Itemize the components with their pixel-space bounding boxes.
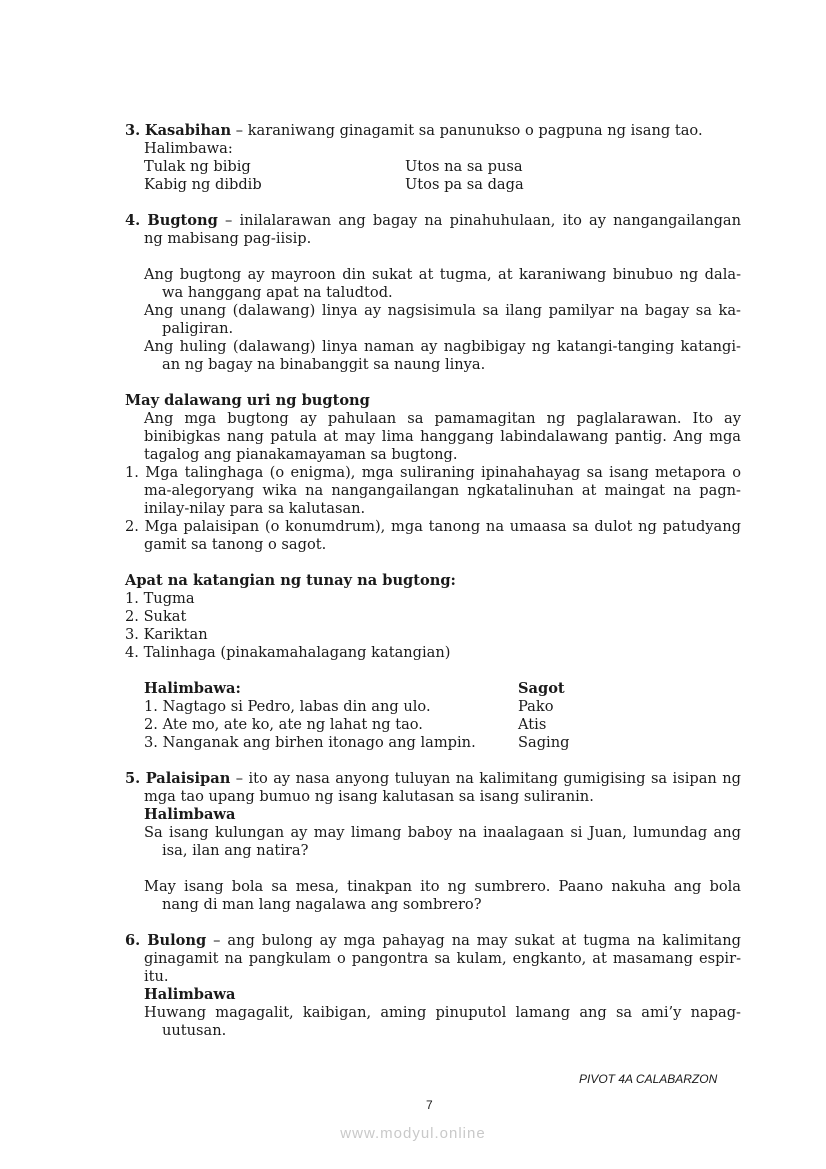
list-item: ma-alegoryang wika na nangangailangan ngkatalinuhan at maingat na pagn- bbox=[144, 482, 741, 499]
paragraph-line: isa, ilan ang natira? bbox=[162, 842, 309, 859]
example-label: Halimbawa: bbox=[144, 140, 233, 157]
section-term: Bugtong bbox=[147, 212, 218, 229]
table-header: Halimbawa: bbox=[144, 680, 241, 697]
paragraph-line: tagalog ang pianakamayaman sa bugtong. bbox=[144, 446, 458, 463]
table-header: Sagot bbox=[518, 680, 565, 697]
section-number: 6. bbox=[125, 932, 141, 949]
section-number: 3. bbox=[125, 122, 141, 139]
example-text: Kabig ng dibdib bbox=[144, 176, 262, 193]
paragraph-line: mga tao upang bumuo ng isang kalutasan sa isang suliranin. bbox=[144, 788, 594, 805]
list-item: 1. Tugma bbox=[125, 590, 195, 607]
example-label: Halimbawa bbox=[144, 986, 236, 1003]
section-3-heading bbox=[125, 122, 703, 140]
paragraph-line: wa hanggang apat na taludtod. bbox=[162, 284, 393, 301]
paragraph-line: May isang bola sa mesa, tinakpan ito ng sumbrero. Paano nakuha ang bola bbox=[144, 878, 741, 895]
paragraph-line: Ang bugtong ay mayroon din sukat at tugma, at karaniwang binubuo ng dala- bbox=[144, 266, 741, 283]
paragraph-line: binibigkas nang patula at may lima hanggang labindalawang pantig. Ang mga bbox=[144, 428, 741, 445]
footer-label: PIVOT 4A CALABARZON bbox=[579, 1072, 718, 1086]
paragraph-line: Sa isang kulungan ay may limang baboy na inaalagaan si Juan, lumundag ang bbox=[144, 824, 741, 841]
paragraph-line: Ang mga bugtong ay pahulaan sa pamamagitan ng paglalarawan. Ito ay bbox=[144, 410, 741, 427]
section-number: 4. bbox=[125, 212, 141, 229]
paragraph-line: itu. bbox=[144, 968, 169, 985]
paragraph-line: Ang huling (dalawang) linya naman ay nagbibigay ng katangi-tanging katangi- bbox=[144, 338, 741, 355]
example-text: Tulak ng bibig bbox=[144, 158, 251, 175]
table-cell: 2. Ate mo, ate ko, ate ng lahat ng tao. bbox=[144, 716, 423, 733]
example-label: Halimbawa bbox=[144, 806, 236, 823]
table-cell: Saging bbox=[518, 734, 570, 751]
list-item: 4. Talinhaga (pinakamahalagang katangian) bbox=[125, 644, 451, 661]
table-cell: Pako bbox=[518, 698, 554, 715]
section-4-heading bbox=[125, 212, 741, 230]
list-item: 3. Kariktan bbox=[125, 626, 208, 643]
paragraph-line: nang di man lang nagalawa ang sombrero? bbox=[162, 896, 482, 913]
paragraph-line: paligiran. bbox=[162, 320, 234, 337]
paragraph-line: Ang unang (dalawang) linya ay nagsisimula sa ilang pamilyar na bagay sa ka- bbox=[144, 302, 741, 319]
example-text: Utos pa sa daga bbox=[405, 176, 524, 193]
paragraph-line: ginagamit na pangkulam o pangontra sa kulam, engkanto, at masamang espir- bbox=[144, 950, 741, 967]
section-description: – inilalarawan ang bagay na pinahuhulaan, ito ay nangangailangan bbox=[217, 212, 742, 229]
watermark: www.modyul.online bbox=[340, 1125, 486, 1142]
section-term: Palaisipan bbox=[145, 770, 231, 787]
paragraph-line: ng mabisang pag-iisip. bbox=[144, 230, 312, 247]
example-text: Utos na sa pusa bbox=[405, 158, 523, 175]
section-description: – ito ay nasa anyong tuluyan na kalimitang gumigising sa isipan ng bbox=[230, 770, 741, 787]
paragraph-line: an ng bagay na binabanggit sa naung linya. bbox=[162, 356, 486, 373]
section-term: Bulong bbox=[147, 932, 207, 949]
subheading: May dalawang uri ng bugtong bbox=[125, 392, 370, 409]
page-number: 7 bbox=[426, 1098, 433, 1112]
section-description: – ang bulong ay mga pahayag na may sukat at tugma na kalimitang bbox=[206, 932, 741, 949]
list-item: 2. Mga palaisipan (o konumdrum), mga tanong na umaasa sa dulot ng patudyang bbox=[125, 518, 741, 535]
list-item: 2. Sukat bbox=[125, 608, 187, 625]
subheading: Apat na katangian ng tunay na bugtong: bbox=[125, 572, 456, 589]
list-item: inilay-nilay para sa kalutasan. bbox=[144, 500, 366, 517]
list-item: 1. Mga talinghaga (o enigma), mga suliraning ipinahahayag sa isang metapora o bbox=[125, 464, 741, 481]
table-cell: 1. Nagtago si Pedro, labas din ang ulo. bbox=[144, 698, 431, 715]
section-description: – karaniwang ginagamit sa panunukso o pagpuna ng isang tao. bbox=[231, 122, 703, 139]
table-cell: Atis bbox=[518, 716, 547, 733]
list-item: gamit sa tanong o sagot. bbox=[144, 536, 327, 553]
paragraph-line: Huwang magagalit, kaibigan, aming pinuputol lamang ang sa ami’y napag- bbox=[144, 1004, 741, 1021]
section-number: 5. bbox=[125, 770, 141, 787]
section-5-heading bbox=[125, 770, 741, 788]
paragraph-line: uutusan. bbox=[162, 1022, 227, 1039]
table-cell: 3. Nanganak ang birhen itonago ang lampin. bbox=[144, 734, 476, 751]
section-term: Kasabihan bbox=[144, 122, 232, 139]
section-6-heading bbox=[125, 932, 741, 950]
